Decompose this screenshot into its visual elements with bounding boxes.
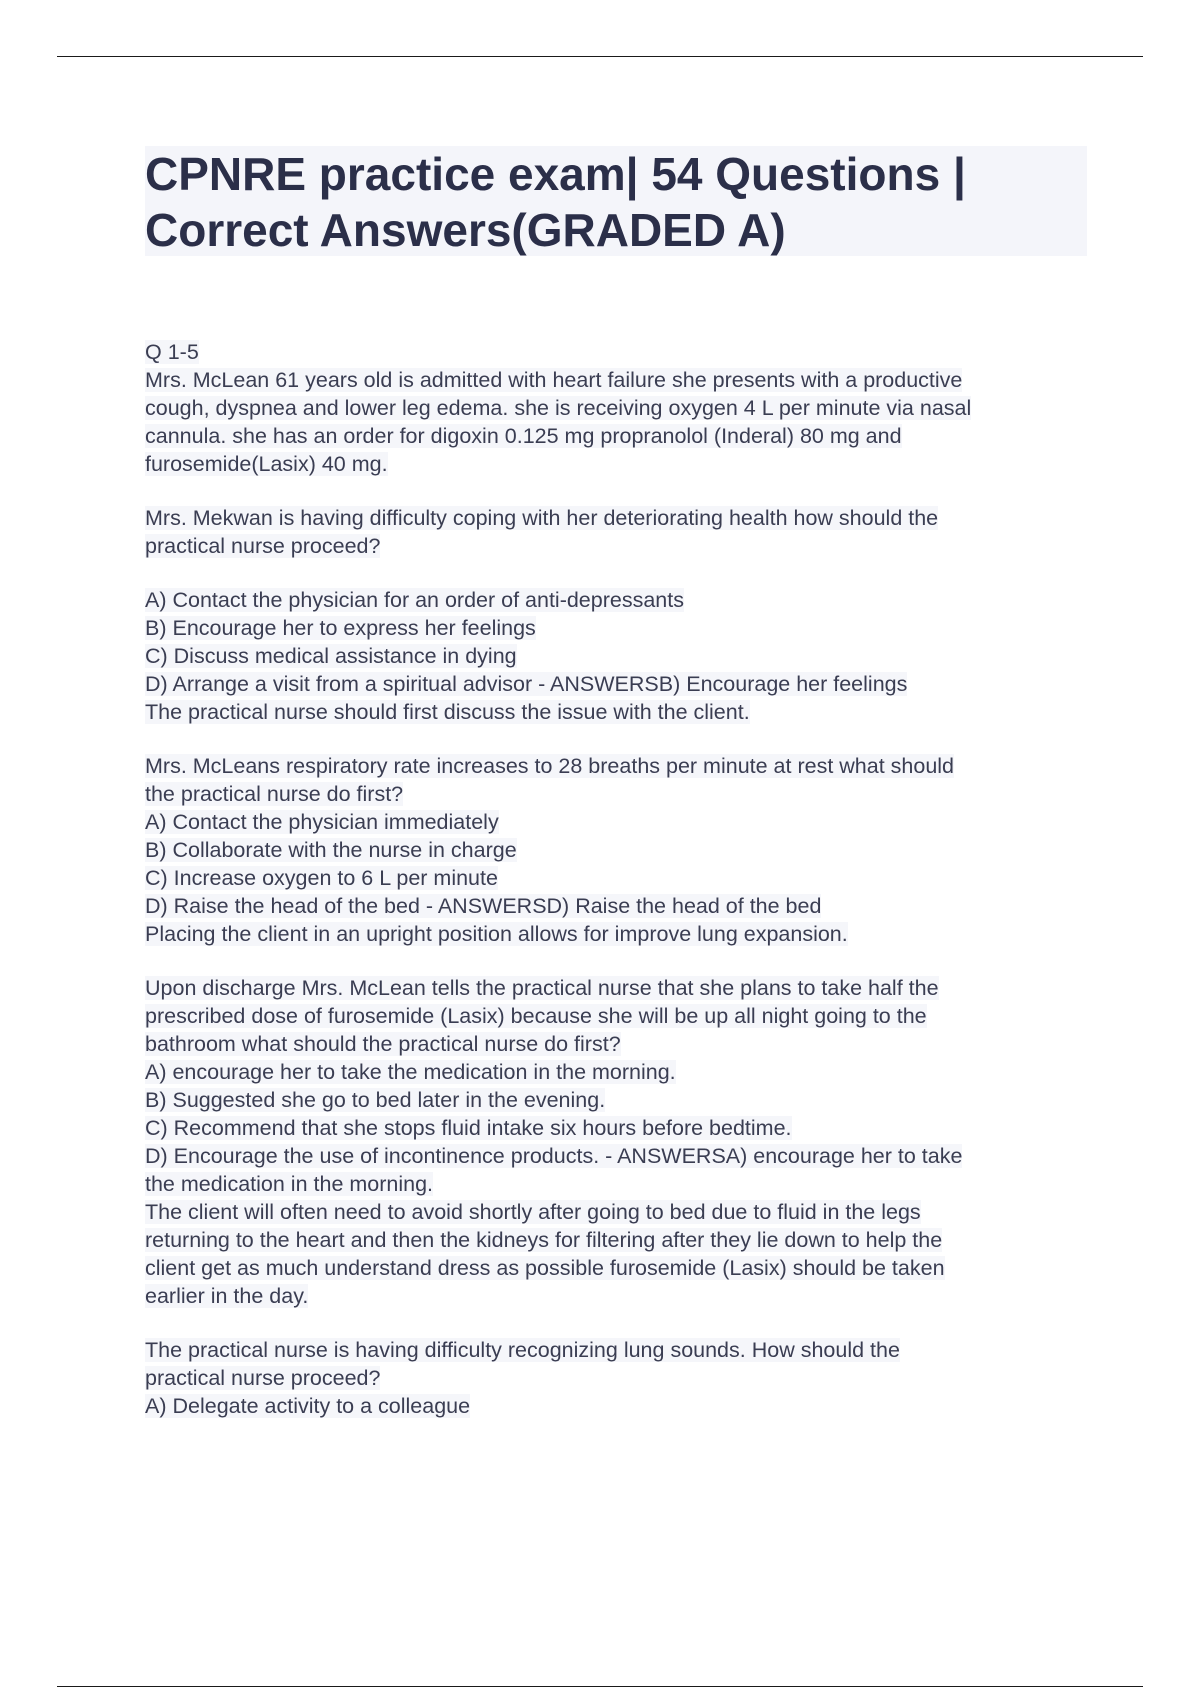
question-intro [145,338,1090,478]
title-line: Correct Answers(GRADED A) [145,204,786,256]
option-a: A) Delegate activity to a colleague [145,1394,471,1418]
option-b: B) Encourage her to express her feelings [145,616,536,640]
question-text: The practical nurse is having difficulty recognizing lung sounds. How should the [145,1338,900,1362]
question-text: practical nurse proceed? [145,1366,381,1390]
rationale: The practical nurse should first discuss the issue with the client. [145,700,750,724]
option-a: A) encourage her to take the medication in the morning. [145,1060,676,1084]
question-1-options [145,586,1090,726]
paragraph-gap [145,478,1090,504]
text-line: cough, dyspnea and lower leg edema. she is receiving oxygen 4 L per minute via nasal [145,396,972,420]
option-c: C) Increase oxygen to 6 L per minute [145,866,498,890]
bottom-rule [57,1686,1143,1687]
document-body [145,338,1090,1420]
paragraph-gap [145,560,1090,586]
option-c: C) Discuss medical assistance in dying [145,644,517,668]
question-text: Mrs. Mekwan is having difficulty coping with her deteriorating health how should the [145,506,939,530]
paragraph-gap [145,1310,1090,1336]
option-a: A) Contact the physician immediately [145,810,499,834]
answer-continued: the medication in the morning. [145,1172,434,1196]
rationale: Placing the client in an upright position allows for improve lung expansion. [145,922,848,946]
text-line: furosemide(Lasix) 40 mg. [145,452,388,476]
question-2 [145,752,1090,948]
document-title [145,146,1087,258]
option-d-answer: D) Arrange a visit from a spiritual advisor - ANSWERSB) Encourage her feelings [145,672,908,696]
text-line: Mrs. McLean 61 years old is admitted with heart failure she presents with a productive [145,368,963,392]
question-text: the practical nurse do first? [145,782,404,806]
rationale: returning to the heart and then the kidneys for filtering after they lie down to help the [145,1228,943,1252]
paragraph-gap [145,726,1090,752]
question-text: prescribed dose of furosemide (Lasix) because she will be up all night going to the [145,1004,927,1028]
title-line: CPNRE practice exam| 54 Questions | [145,148,966,200]
question-range: Q 1-5 [145,340,199,364]
question-text: Upon discharge Mrs. McLean tells the practical nurse that she plans to take half the [145,976,939,1000]
question-1 [145,504,1090,560]
option-d-answer: D) Raise the head of the bed - ANSWERSD) Raise the head of the bed [145,894,822,918]
question-text: Mrs. McLeans respiratory rate increases to 28 breaths per minute at rest what should [145,754,955,778]
question-3 [145,974,1090,1310]
option-c: C) Recommend that she stops fluid intake six hours before bedtime. [145,1116,792,1140]
question-text: practical nurse proceed? [145,534,381,558]
question-4 [145,1336,1090,1420]
paragraph-gap [145,948,1090,974]
option-b: B) Suggested she go to bed later in the evening. [145,1088,606,1112]
rationale: client get as much understand dress as possible furosemide (Lasix) should be taken [145,1256,945,1280]
text-line: cannula. she has an order for digoxin 0.125 mg propranolol (Inderal) 80 mg and [145,424,902,448]
rationale: earlier in the day. [145,1284,309,1308]
option-d-answer: D) Encourage the use of incontinence products. - ANSWERSA) encourage her to take [145,1144,963,1168]
option-a: A) Contact the physician for an order of anti-depressants [145,588,684,612]
option-b: B) Collaborate with the nurse in charge [145,838,517,862]
rationale: The client will often need to avoid shortly after going to bed due to fluid in the legs [145,1200,921,1224]
top-rule [57,56,1143,57]
question-text: bathroom what should the practical nurse do first? [145,1032,621,1056]
